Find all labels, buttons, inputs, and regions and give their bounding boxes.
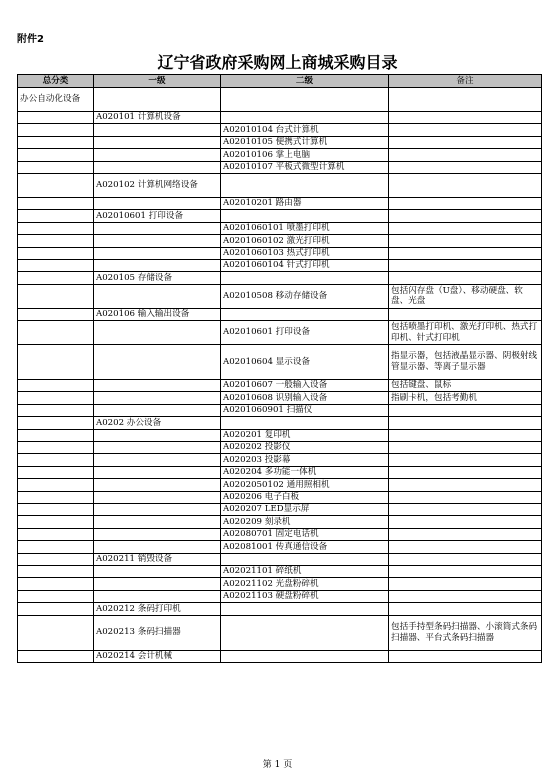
cell-c1 [18,516,94,528]
cell-c2: A020102 计算机网络设备 [94,173,221,197]
cell-c2 [94,466,221,478]
cell-c1 [18,404,94,416]
procurement-catalog-table [17,74,542,663]
cell-c2 [94,516,221,528]
cell-c1 [18,650,94,662]
cell-c4 [389,235,542,247]
cell-c4 [389,491,542,503]
table-row [18,404,542,416]
cell-c2: A020105 存储设备 [94,272,221,284]
cell-c3: A0201060102 激光打印机 [221,235,389,247]
cell-c1 [18,615,94,650]
cell-c3: A02021103 硬盘粉碎机 [221,590,389,602]
cell-c2 [94,565,221,577]
cell-c4 [389,197,542,209]
table-row [18,173,542,197]
cell-c1 [18,259,94,271]
cell-c3: A02010608 识别输入设备 [221,392,389,404]
cell-c3: A02021102 光盘粉碎机 [221,578,389,590]
cell-c1 [18,112,94,124]
cell-c3 [221,603,389,615]
cell-c2 [94,235,221,247]
cell-c2 [94,124,221,136]
cell-c2: A020211 销毁设备 [94,553,221,565]
table-row [18,392,542,404]
cell-c4: 包括手持型条码扫描器、小滚筒式条码扫描器、平台式条码扫描器 [389,615,542,650]
cell-c4 [389,479,542,491]
cell-c3: A02010607 一般输入设备 [221,380,389,392]
cell-c2 [94,454,221,466]
table-row [18,528,542,540]
cell-c3: A02010106 掌上电脑 [221,149,389,161]
cell-c1 [18,454,94,466]
table-row [18,247,542,259]
cell-c1 [18,308,94,320]
cell-c1 [18,197,94,209]
cell-c2 [94,284,221,308]
table-row [18,197,542,209]
cell-c1 [18,272,94,284]
table-row [18,466,542,478]
cell-c4 [389,553,542,565]
cell-c3 [221,417,389,429]
cell-c3 [221,272,389,284]
cell-c1: 办公自动化设备 [18,88,94,112]
cell-c2 [94,392,221,404]
cell-c4 [389,503,542,515]
header-category: 总分类 [18,75,94,88]
table-row [18,615,542,650]
cell-c3: A020209 刻录机 [221,516,389,528]
document-title: 辽宁省政府采购网上商城采购目录 [157,53,398,72]
cell-c1 [18,380,94,392]
cell-c4 [389,124,542,136]
cell-c3: A020201 复印机 [221,429,389,441]
table-row [18,491,542,503]
table-row [18,345,542,380]
cell-c3: A020204 多功能一体机 [221,466,389,478]
cell-c2 [94,503,221,515]
cell-c4 [389,590,542,602]
cell-c1 [18,541,94,553]
cell-c3: A02010604 显示设备 [221,345,389,380]
cell-c3: A02080701 固定电话机 [221,528,389,540]
cell-c4 [389,429,542,441]
cell-c4 [389,442,542,454]
cell-c3 [221,615,389,650]
cell-c2 [94,197,221,209]
cell-c4 [389,528,542,540]
cell-c3: A0201060101 喷墨打印机 [221,222,389,234]
cell-c1 [18,491,94,503]
cell-c3: A02010508 移动存储设备 [221,284,389,308]
table-row [18,222,542,234]
table-row [18,503,542,515]
header-level-2: 二级 [221,75,389,88]
cell-c1 [18,442,94,454]
cell-c2 [94,321,221,345]
attachment-label: 附件2 [17,34,44,45]
cell-c4 [389,247,542,259]
table-header-row [18,75,542,88]
cell-c2: A02010601 打印设备 [94,210,221,222]
cell-c4 [389,210,542,222]
table-row [18,565,542,577]
cell-c3: A02010107 平板式微型计算机 [221,161,389,173]
cell-c3: A020207 LED显示屏 [221,503,389,515]
table-row [18,259,542,271]
cell-c1 [18,429,94,441]
table-row [18,578,542,590]
table-body [18,88,542,663]
cell-c1 [18,161,94,173]
table-row [18,136,542,148]
cell-c1 [18,345,94,380]
cell-c1 [18,210,94,222]
cell-c4 [389,541,542,553]
cell-c3: A0201060103 热式打印机 [221,247,389,259]
cell-c4 [389,417,542,429]
cell-c4 [389,308,542,320]
cell-c1 [18,284,94,308]
cell-c3: A02010105 便携式计算机 [221,136,389,148]
cell-c4 [389,603,542,615]
table-row [18,161,542,173]
cell-c1 [18,565,94,577]
table-row [18,541,542,553]
cell-c4 [389,466,542,478]
table-row [18,590,542,602]
table-row [18,112,542,124]
cell-c2 [94,541,221,553]
table-row [18,516,542,528]
cell-c4: 指显示器，包括液晶显示器、阴极射线管显示器、等离子显示器 [389,345,542,380]
cell-c3: A020206 电子白板 [221,491,389,503]
cell-c2: A020212 条码打印机 [94,603,221,615]
table-row [18,417,542,429]
cell-c2 [94,247,221,259]
page-number: 第 1 页 [262,760,293,770]
table-row [18,380,542,392]
table-row [18,429,542,441]
cell-c2 [94,528,221,540]
cell-c1 [18,503,94,515]
cell-c1 [18,247,94,259]
table-row [18,272,542,284]
cell-c4 [389,88,542,112]
cell-c1 [18,479,94,491]
cell-c2 [94,442,221,454]
cell-c2: A0202 办公设备 [94,417,221,429]
cell-c2 [94,429,221,441]
table-row [18,650,542,662]
cell-c3: A020203 投影幕 [221,454,389,466]
cell-c4 [389,404,542,416]
table-row [18,553,542,565]
cell-c4 [389,565,542,577]
cell-c4: 包括喷墨打印机、激光打印机、热式打印机、针式打印机 [389,321,542,345]
cell-c2 [94,259,221,271]
cell-c3: A02010104 台式计算机 [221,124,389,136]
cell-c1 [18,392,94,404]
cell-c2: A020214 会计机械 [94,650,221,662]
table-row [18,124,542,136]
cell-c2: A020213 条码扫描器 [94,615,221,650]
cell-c2 [94,380,221,392]
cell-c1 [18,553,94,565]
cell-c3 [221,88,389,112]
cell-c3 [221,650,389,662]
cell-c2: A020101 计算机设备 [94,112,221,124]
cell-c2 [94,404,221,416]
cell-c3: A02010601 打印设备 [221,321,389,345]
cell-c3 [221,210,389,222]
table-row [18,442,542,454]
cell-c3: A0201060901 扫描仪 [221,404,389,416]
cell-c4 [389,259,542,271]
cell-c4 [389,272,542,284]
cell-c4: 包括键盘、鼠标 [389,380,542,392]
cell-c1 [18,124,94,136]
cell-c2 [94,149,221,161]
cell-c4 [389,149,542,161]
cell-c1 [18,235,94,247]
cell-c4 [389,650,542,662]
table-row [18,321,542,345]
cell-c1 [18,466,94,478]
cell-c2 [94,222,221,234]
cell-c1 [18,321,94,345]
header-level-1: 一级 [94,75,221,88]
table-row [18,235,542,247]
cell-c4 [389,136,542,148]
cell-c3 [221,553,389,565]
cell-c2 [94,590,221,602]
table-row [18,603,542,615]
table-row [18,308,542,320]
table-row [18,149,542,161]
cell-c3: A02081001 传真通信设备 [221,541,389,553]
cell-c1 [18,149,94,161]
cell-c3 [221,173,389,197]
cell-c4 [389,161,542,173]
cell-c3: A02021101 碎纸机 [221,565,389,577]
cell-c2 [94,88,221,112]
cell-c1 [18,417,94,429]
cell-c1 [18,528,94,540]
cell-c3: A0202050102 通用照相机 [221,479,389,491]
cell-c4: 包括闪存盘（U盘）、移动硬盘、软盘、光盘 [389,284,542,308]
table-row [18,210,542,222]
cell-c2 [94,479,221,491]
cell-c1 [18,173,94,197]
table-row [18,454,542,466]
cell-c3: A020202 投影仪 [221,442,389,454]
cell-c2 [94,161,221,173]
cell-c4 [389,516,542,528]
cell-c3 [221,308,389,320]
table-row [18,284,542,308]
cell-c2: A020106 输入输出设备 [94,308,221,320]
cell-c1 [18,590,94,602]
cell-c2 [94,578,221,590]
cell-c4 [389,222,542,234]
cell-c2 [94,491,221,503]
cell-c4 [389,578,542,590]
cell-c4: 指刷卡机，包括考勤机 [389,392,542,404]
cell-c3 [221,112,389,124]
cell-c1 [18,222,94,234]
cell-c3: A0201060104 针式打印机 [221,259,389,271]
table-row [18,88,542,112]
cell-c2 [94,136,221,148]
cell-c4 [389,454,542,466]
cell-c1 [18,578,94,590]
cell-c4 [389,112,542,124]
cell-c2 [94,345,221,380]
cell-c3: A02010201 路由器 [221,197,389,209]
header-notes: 备注 [389,75,542,88]
cell-c4 [389,173,542,197]
table-row [18,479,542,491]
cell-c1 [18,136,94,148]
cell-c1 [18,603,94,615]
